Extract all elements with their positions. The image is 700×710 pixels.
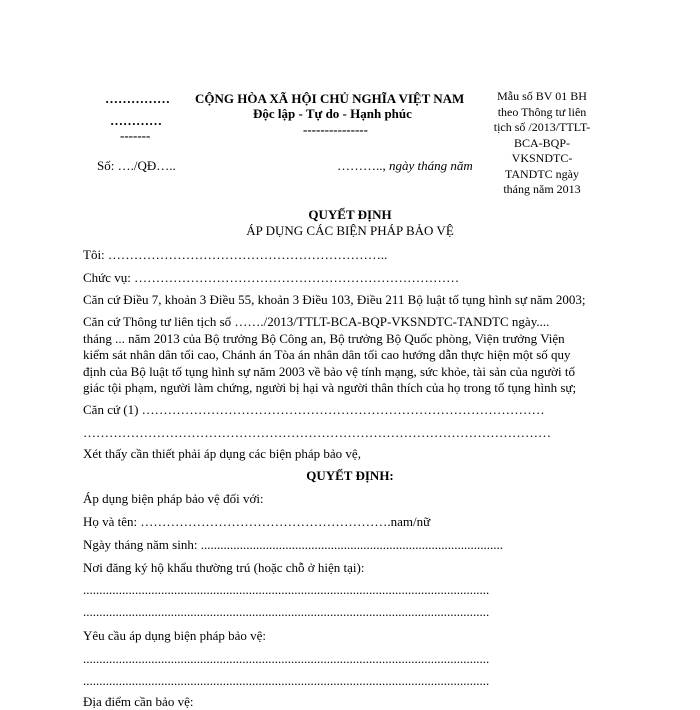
- form-code-line: tịch số /2013/TTLT-: [493, 120, 591, 134]
- date-text: ngày tháng năm: [389, 158, 473, 173]
- legal-basis-2: [83, 314, 576, 397]
- legal-basis-2-line: giác tội phạm, người làm chứng, người bị hại và người thân thích của họ trong tố tụng hình sự;: [83, 380, 577, 395]
- form-code-line: theo Thông tư liên: [497, 104, 587, 119]
- decision-heading: QUYẾT ĐỊNH:: [306, 468, 394, 483]
- legal-basis-2-line: tháng ... năm 2013 của Bộ trưởng Bộ Công an, Bộ trưởng Bộ Quốc phòng, Viện trưởng Viện: [83, 330, 565, 346]
- agency-divider: -------: [120, 128, 151, 143]
- issuer-name-line: Tôi: ………………………………………………………..: [83, 247, 388, 262]
- legal-basis-2-line: kiểm sát nhân dân tối cao, Chánh án Tòa án nhân dân tối cao hướng dẫn thực hiện một số quy: [83, 347, 571, 362]
- legal-basis-2-line: Căn cứ Thông tư liên tịch số ……./2013/TTLT-BCA-BQP-VKSNDTC-TANDTC ngày....: [83, 314, 550, 329]
- consideration-line: Xét thấy cần thiết phải áp dụng các biện pháp bảo vệ,: [83, 446, 361, 461]
- form-code-line: TANDTC ngày: [504, 166, 580, 181]
- residence-label: Nơi đăng ký hộ khẩu thường trú (hoặc chỗ ở hiện tại):: [83, 560, 365, 575]
- legal-basis-3: Căn cứ (1) …………………………………………………………………………………: [83, 402, 545, 417]
- decision-number: Số: …./QĐ…..: [97, 158, 176, 173]
- document-title: QUYẾT ĐỊNH: [308, 207, 392, 222]
- form-code-line: tháng năm 2013: [503, 182, 581, 196]
- document-subtitle: ÁP DỤNG CÁC BIỆN PHÁP BẢO VỆ: [246, 223, 454, 238]
- residence-dots-2: .............................................................................................................................: [83, 604, 490, 619]
- protection-location-label: Địa điểm cần bảo vệ:: [83, 694, 194, 709]
- protection-request-dots-2: .............................................................................................................................: [83, 673, 490, 688]
- legal-basis-3-continued: ………………………………………………………………………………………………: [83, 425, 551, 440]
- protection-request-label: Yêu cầu áp dụng biện pháp bảo vệ:: [83, 628, 267, 643]
- protection-request-dots-1: .............................................................................................................................: [83, 651, 490, 666]
- full-name-field: Họ và tên: ………………………………………………….nam/nữ: [83, 514, 431, 529]
- country-name: CỘNG HÒA XÃ HỘI CHỦ NGHĨA VIỆT NAM: [195, 91, 465, 106]
- motto-divider: ---------------: [303, 122, 368, 137]
- legal-basis-2-line: định của Bộ luật tố tụng hình sự năm 2003 về bảo vệ tính mạng, sức khỏe, tài sản của người tố: [83, 363, 575, 379]
- legal-basis-1: Căn cứ Điều 7, khoản 3 Điều 55, khoản 3 Điều 103, Điều 211 Bộ luật tố tụng hình sự năm 2003;: [83, 292, 586, 307]
- apply-to-line: Áp dụng biện pháp bảo vệ đối với:: [83, 491, 264, 506]
- agency-placeholder-line1: ……………: [105, 91, 170, 106]
- residence-dots-1: .............................................................................................................................: [83, 582, 490, 597]
- form-code-block: [478, 89, 606, 198]
- date-line: [337, 158, 473, 174]
- position-line: Chức vụ: …………………………………………………………………: [83, 270, 460, 285]
- national-motto: Độc lập - Tự do - Hạnh phúc: [253, 106, 412, 121]
- date-of-birth-field: Ngày tháng năm sinh: .............................................................................................: [83, 537, 503, 552]
- form-code-line: VKSNDTC-: [511, 151, 573, 165]
- date-place-dots: ………..,: [337, 158, 386, 173]
- form-code-line: BCA-BQP-: [513, 135, 570, 150]
- form-code-line: Mẫu số BV 01 BH: [497, 89, 587, 103]
- agency-placeholder-line2: …………: [110, 113, 162, 128]
